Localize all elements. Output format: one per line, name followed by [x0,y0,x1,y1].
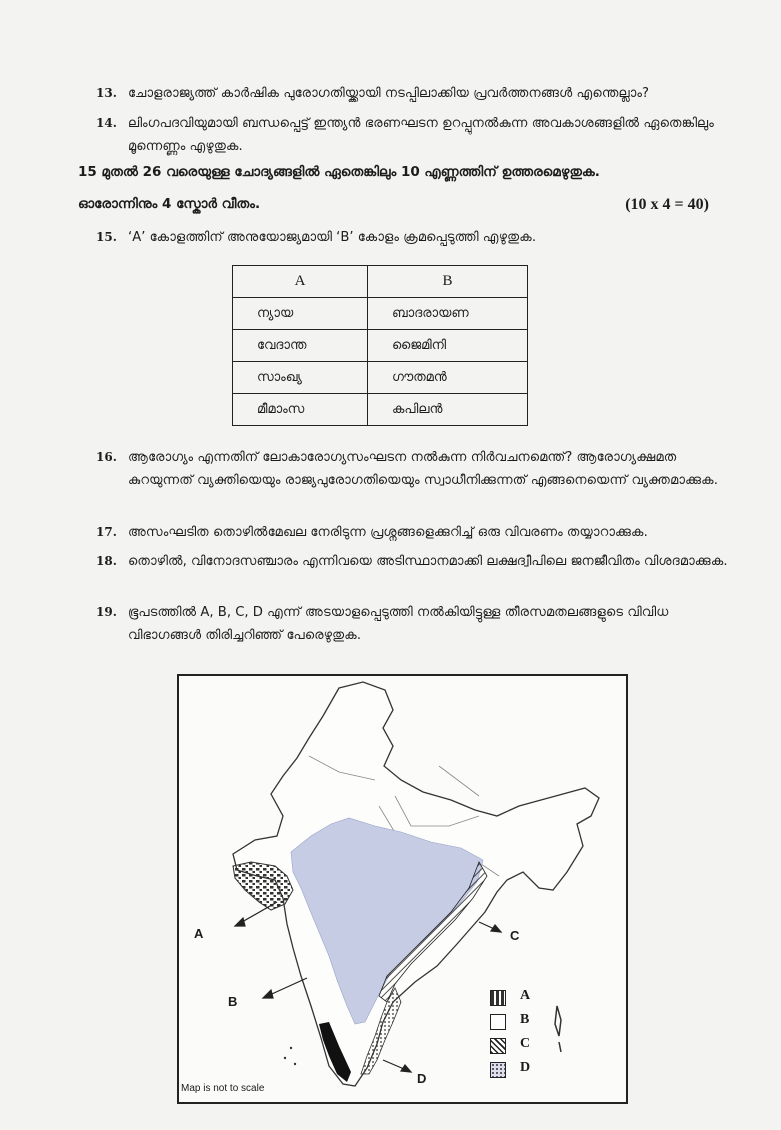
table-row [233,394,528,426]
lakshadweep-dot [294,1063,296,1065]
legend-label-d: D [520,1060,531,1075]
legend-label-c: C [520,1036,531,1051]
legend-swatch-b [490,1014,506,1030]
table-row [233,362,528,394]
question-number: 16. [96,450,117,464]
map-label-b: B [228,994,238,1009]
india-map [179,676,626,1102]
table-cell: കപിലൻ [368,394,528,426]
table-cell: ബാദരായണ [368,298,528,330]
question-number: 17. [96,525,117,539]
map-label-c: C [510,928,520,943]
arrowhead-a [235,918,245,926]
table-cell: സാംഖ്യ [233,362,368,394]
section-instruction: 15 മുതൽ 26 വരെയുള്ള ചോദ്യങ്ങളിൽ ഏതെങ്കിലും 10 എണ്ണത്തിന് ഉത്തരമെഴുതുക. [78,164,600,180]
question-14 [96,112,736,158]
arrowhead-d [401,1065,411,1072]
question-number: 19. [96,605,117,619]
question-text: ഭൂപടത്തിൽ A, B, C, D എന്ന് അടയാളപ്പെടുത്തി നൽകിയിട്ടുള്ള തീരസമതലങ്ങളുടെ വിവിധ വിഭാഗങ്ങൾ തിരിച്ചറിഞ്ഞ് പേരെഴുതുക. [128,605,669,643]
table-cell: ജൈമിനി [368,330,528,362]
table-row [233,330,528,362]
map-label-a: A [194,926,204,941]
india-map-frame [177,674,628,1104]
legend-label-b: B [520,1012,530,1027]
arrowhead-b [263,990,273,998]
legend-swatch-c [490,1038,506,1054]
legend-swatch-d [490,1062,506,1078]
question-text: ആരോഗ്യം എന്നതിന് ലോകാരോഗ്യസംഘടന നൽകുന്ന നിർവചനമെന്ത്? ആരോഗ്യക്ഷമത കുറയുന്നത് വ്യക്തിയെയും രാജ്യപുരോഗതിയെയും സ്വാധീനിക്കുന്നത് എങ്ങനെയെന്ന് വ്യക്തമാക്കുക. [128,450,718,488]
legend-label-a: A [520,988,531,1003]
andaman-islands [555,1006,561,1052]
arrowhead-c [491,925,501,932]
map-label-d: D [417,1071,427,1086]
table-cell: വേദാന്ത [233,330,368,362]
table-cell: ന്യായ [233,298,368,330]
lakshadweep-dot [284,1057,286,1059]
question-number: 13. [96,86,117,100]
question-15 [96,226,736,249]
question-number: 15. [96,230,117,244]
question-text: ചോളരാജ്യത്ത് കാർഷിക പുരോഗതിയ്ക്കായി നടപ്പിലാക്കിയ പ്രവർത്തനങ്ങൾ എന്തെല്ലാം? [128,86,649,101]
column-a-header: A [233,266,368,298]
table-row [233,298,528,330]
table-header-row [233,266,528,298]
legend-swatch-a [490,990,506,1006]
question-16 [96,446,736,492]
map-scale-note: Map is not to scale [181,1083,265,1094]
question-17 [96,521,736,544]
question-13 [96,82,736,105]
question-number: 18. [96,554,117,568]
column-b-header: B [368,266,528,298]
match-table [232,265,528,426]
table-cell: ഗൗതമൻ [368,362,528,394]
question-text: ലിംഗപദവിയുമായി ബന്ധപ്പെട്ട് ഇന്ത്യൻ ഭരണഘടന ഉറപ്പുനൽകുന്ന അവകാശങ്ങളിൽ ഏതെങ്കിലും മൂന്നെണ്ണം എഴുതുക. [128,116,714,154]
table-cell: മീമാംസ [233,394,368,426]
question-18 [96,550,736,573]
section-score-note: ഓരോന്നിനും 4 സ്കോർ വീതം. [78,196,261,212]
section-marks: (10 x 4 = 40) [625,196,709,213]
question-text: അസംഘടിത തൊഴിൽമേഖല നേരിടുന്ന പ്രശ്നങ്ങളെക്കുറിച്ച് ഒരു വിവരണം തയ്യാറാക്കുക. [128,525,648,540]
question-number: 14. [96,116,117,130]
question-text: ‘A’ കോളത്തിന് അനുയോജ്യമായി ‘B’ കോളം ക്രമപ്പെടുത്തി എഴുതുക. [128,230,537,245]
question-text: തൊഴിൽ, വിനോദസഞ്ചാരം എന്നിവയെ അടിസ്ഥാനമാക്കി ലക്ഷദ്വീപിലെ ജനജീവിതം വിശദമാക്കുക. [128,554,728,569]
question-19 [96,601,736,647]
lakshadweep-dot [290,1047,292,1049]
